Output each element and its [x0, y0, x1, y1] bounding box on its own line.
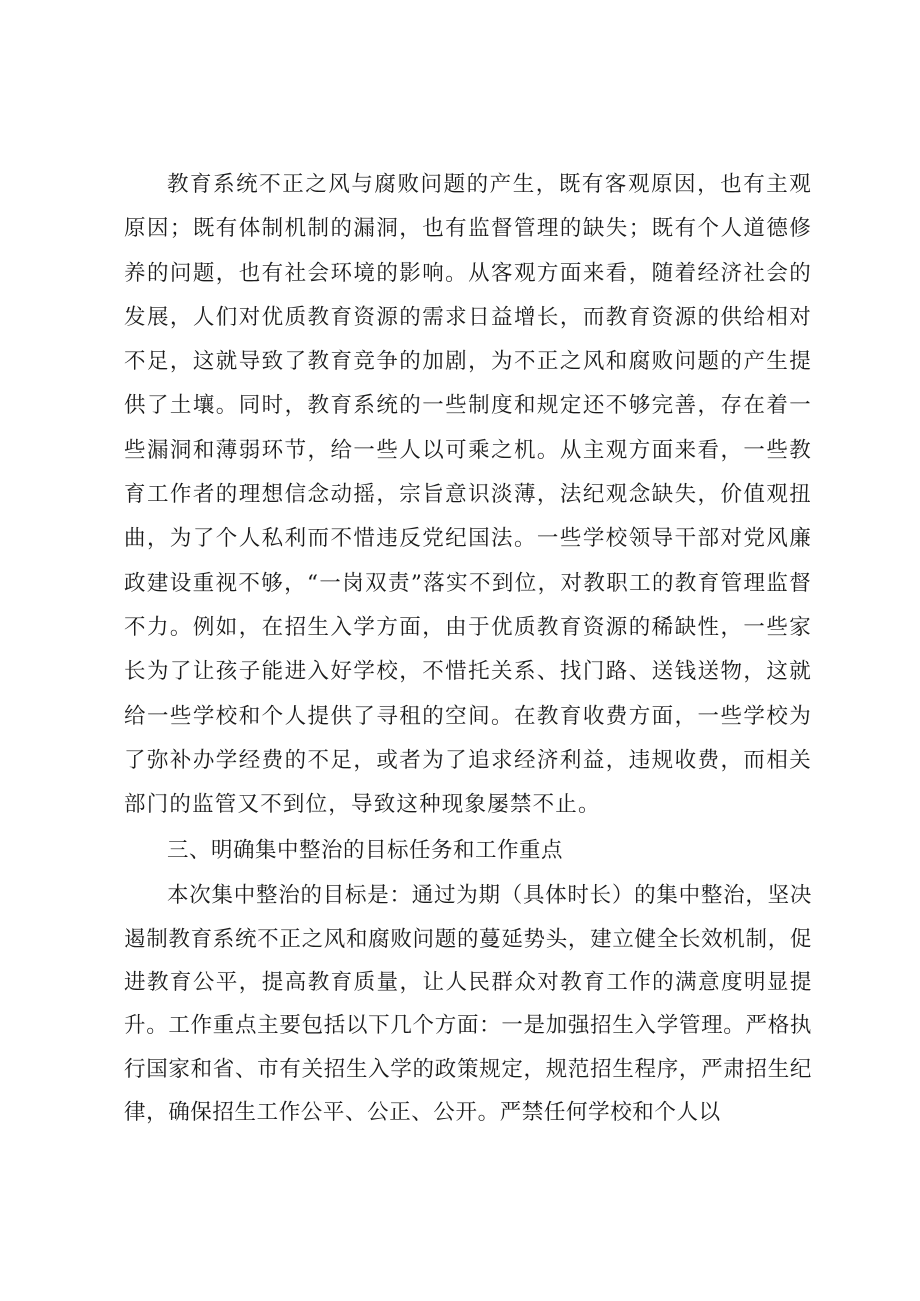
body-paragraph-causes: 教育系统不正之风与腐败问题的产生，既有客观原因，也有主观原因；既有体制机制的漏洞，也有监督管理的缺失；既有个人道德修养的问题，也有社会环境的影响。从客观方面来看，随着经济社会的发展，人们对优质教育资源的需求日益增长，而教育资源的供给相对不足，这就导致了教育竞争的加剧，为不正之风和腐败问题的产生提供了土壤。同时，教育系统的一些制度和规定还不够完善，存在着一些漏洞和薄弱环节，给一些人以可乘之机。从主观方面来看，一些教育工作者的理想信念动摇，宗旨意识淡薄，法纪观念缺失，价值观扭曲，为了个人私利而不惜违反党纪国法。一些学校领导干部对党风廉政建设重视不够，“一岗双责”落实不到位，对教职工的教育管理监督不力。例如，在招生入学方面，由于优质教育资源的稀缺性，一些家长为了让孩子能进入好学校，不惜托关系、找门路、送钱送物，这就给一些学校和个人提供了寻租的空间。在教育收费方面，一些学校为了弥补办学经费的不足，或者为了追求经济利益，违规收费，而相关部门的监管又不到位，导致这种现象屡禁不止。 [124, 172, 812, 818]
document-body [124, 163, 812, 1134]
section-heading: 三、明确集中整治的目标任务和工作重点 [167, 838, 564, 864]
body-paragraph-goals: 本次集中整治的目标是：通过为期（具体时长）的集中整治，坚决遏制教育系统不正之风和腐败问题的蔓延势头，建立健全长效机制，促进教育公平，提高教育质量，让人民群众对教育工作的满意度明显提升。工作重点主要包括以下几个方面：一是加强招生入学管理。严格执行国家和省、市有关招生入学的政策规定，规范招生程序，严肃招生纪律，确保招生工作公平、公正、公开。严禁任何学校和个人以 [124, 883, 812, 1125]
